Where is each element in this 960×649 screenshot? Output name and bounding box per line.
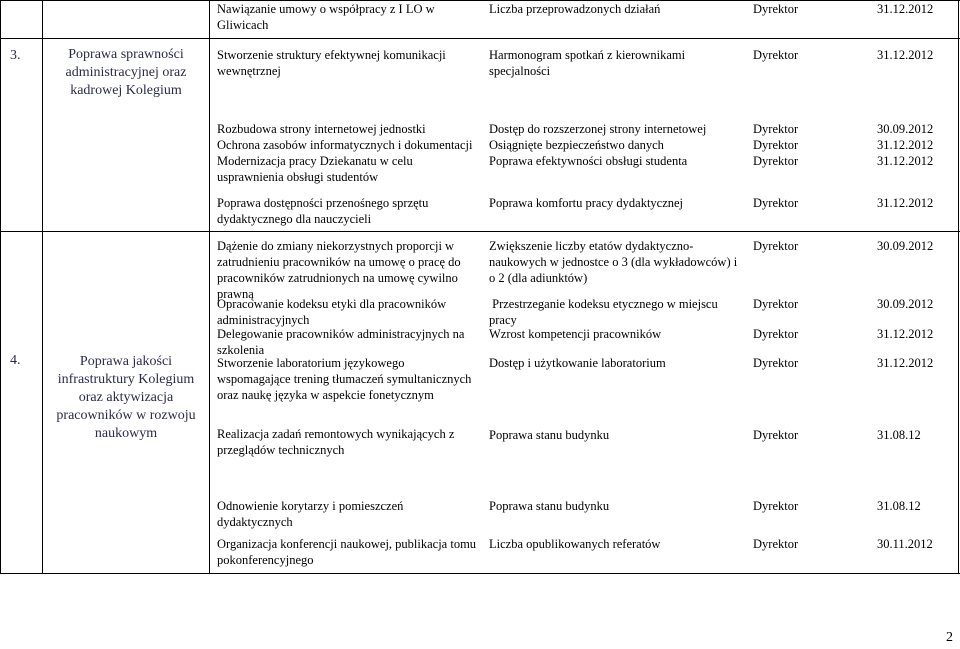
responsible-cell: Dyrektor [753,196,799,210]
date-cell: 31.12.2012 [877,138,934,152]
table-border-top [0,0,960,1]
goal-text: Poprawa jakości infrastruktury Kolegium oraz aktywizacja pracowników w rozwoju naukowym [56,354,196,441]
page-number: 2 [946,630,953,645]
task-cell: Modernizacja pracy Dziekanatu w celu usprawnienia obsługi studentów [217,154,413,184]
date-cell: 31.08.12 [877,428,921,442]
responsible-cell: Dyrektor [753,122,799,136]
task-cell: Stworzenie laboratorium językowego wspomagające trening tłumaczeń symultanicznych oraz naukę języka w aspekcie fonetycznym [217,356,472,402]
task-cell: Realizacja zadań remontowych wynikających z przeglądów technicznych [217,427,455,457]
row-divider [0,573,960,574]
goal-number: 3. [10,48,21,63]
indicator-cell: Wzrost kompetencji pracowników [489,327,662,341]
date-cell: 31.08.12 [877,499,921,513]
task-cell: Nawiązanie umowy o współpracy z I LO w Gliwicach [217,2,435,32]
indicator-cell: Dostęp do rozszerzonej strony internetowej [489,122,707,136]
table-border-left [0,0,1,574]
date-cell: 31.12.2012 [877,2,934,16]
responsible-cell: Dyrektor [753,297,799,311]
row-divider [0,38,960,39]
date-cell: 31.12.2012 [877,48,934,62]
indicator-cell: Poprawa komfortu pracy dydaktycznej [489,196,684,210]
responsible-cell: Dyrektor [753,499,799,513]
responsible-cell: Dyrektor [753,154,799,168]
date-cell: 31.12.2012 [877,356,934,370]
task-cell: Ochrona zasobów informatycznych i dokumentacji [217,138,473,152]
indicator-cell: Przestrzeganie kodeksu etycznego w miejscu pracy [489,297,721,327]
indicator-cell: Harmonogram spotkań z kierownikami specjalności [489,48,686,78]
indicator-cell: Dostęp i użytkowanie laboratorium [489,356,666,370]
date-cell: 31.12.2012 [877,154,934,168]
indicator-cell: Osiągnięte bezpieczeństwo danych [489,138,664,152]
responsible-cell: Dyrektor [753,239,799,253]
indicator-cell: Liczba opublikowanych referatów [489,537,661,551]
task-cell: Delegowanie pracowników administracyjnych na szkolenia [217,327,465,357]
responsible-cell: Dyrektor [753,327,799,341]
column-divider [209,0,210,574]
row-divider [0,231,960,232]
task-cell: Rozbudowa strony internetowej jednostki [217,122,426,136]
task-cell: Organizacja konferencji naukowej, publikacja tomu pokonferencyjnego [217,537,477,567]
date-cell: 30.11.2012 [877,537,933,551]
date-cell: 30.09.2012 [877,239,934,253]
indicator-cell: Liczba przeprowadzonych działań [489,2,661,16]
task-cell: Stworzenie struktury efektywnej komunikacji wewnętrznej [217,48,446,78]
indicator-cell: Poprawa stanu budynku [489,499,610,513]
date-cell: 31.12.2012 [877,196,934,210]
indicator-cell: Poprawa stanu budynku [489,428,610,442]
task-cell: Odnowienie korytarzy i pomieszczeń dydaktycznych [217,499,404,529]
indicator-cell: Zwiększenie liczby etatów dydaktyczno-naukowych w jednostce o 3 (dla wykładowców) i o 2 (dla adiunktów) [489,239,738,285]
task-cell: Opracowanie kodeksu etyki dla pracowników administracyjnych [217,297,447,327]
responsible-cell: Dyrektor [753,356,799,370]
column-divider [42,0,43,574]
responsible-cell: Dyrektor [753,48,799,62]
responsible-cell: Dyrektor [753,428,799,442]
responsible-cell: Dyrektor [753,2,799,16]
date-cell: 30.09.2012 [877,297,934,311]
goal-number: 4. [10,353,21,368]
task-cell: Poprawa dostępności przenośnego sprzętu dydaktycznego dla nauczycieli [217,196,429,226]
date-cell: 30.09.2012 [877,122,934,136]
table-border-right [958,0,959,574]
task-cell: Dążenie do zmiany niekorzystnych proporcji w zatrudnieniu pracowników na umowę o pracę do pracowników zatrudnionych na umowę cywilno prawną [217,239,461,301]
responsible-cell: Dyrektor [753,537,799,551]
indicator-cell: Poprawa efektywności obsługi studenta [489,154,688,168]
date-cell: 31.12.2012 [877,327,934,341]
responsible-cell: Dyrektor [753,138,799,152]
goal-text: Poprawa sprawności administracyjnej oraz kadrowej Kolegium [65,47,187,98]
